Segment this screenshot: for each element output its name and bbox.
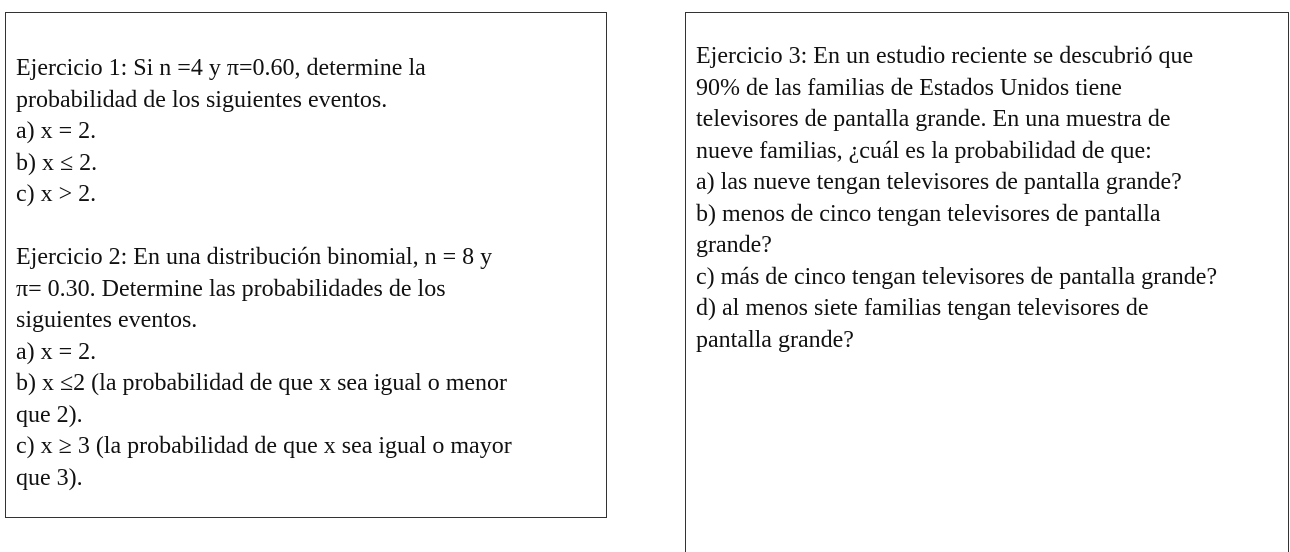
paragraph-gap <box>16 211 596 243</box>
ejercicio-3-item-b-cont: grande? <box>696 232 772 258</box>
ejercicio-1-item-a: a) x = 2. <box>16 118 97 144</box>
ejercicio-3-item-b: b) menos de cinco tengan televisores de pantalla <box>696 200 1161 227</box>
ejercicio-1 <box>16 53 596 211</box>
ejercicio-1-title-line: probabilidad de los siguientes eventos. <box>16 86 388 113</box>
ejercicio-2 <box>16 242 596 494</box>
ejercicio-2-item-b-cont: que 2). <box>16 401 83 428</box>
ejercicio-3-text-line: nueve familias, ¿cuál es la probabilidad de que: <box>696 137 1152 164</box>
ejercicio-3-item-a: a) las nueve tengan televisores de pantalla grande? <box>696 169 1182 195</box>
ejercicio-1-title-line: Ejercicio 1: Si n =4 y π=0.60, determine la <box>16 55 426 81</box>
exercise-box-left <box>5 12 607 518</box>
ejercicio-2-item-c: c) x ≥ 3 (la probabilidad de que x sea igual o mayor <box>16 433 512 459</box>
exercise-box-right <box>685 12 1289 552</box>
ejercicio-3-item-c: c) más de cinco tengan televisores de pantalla grande? <box>696 263 1218 290</box>
ejercicio-2-item-b: b) x ≤2 (la probabilidad de que x sea igual o menor <box>16 370 508 396</box>
ejercicio-3-item-d-cont: pantalla grande? <box>696 326 854 353</box>
ejercicio-3-item-d: d) al menos siete familias tengan televisores de <box>696 295 1149 321</box>
ejercicio-3-text-line: televisores de pantalla grande. En una muestra de <box>696 106 1171 132</box>
ejercicio-2-title-line: siguientes eventos. <box>16 307 198 333</box>
ejercicio-2-item-c-cont: que 3). <box>16 464 83 491</box>
ejercicio-1-item-b: b) x ≤ 2. <box>16 149 98 176</box>
ejercicio-2-item-a: a) x = 2. <box>16 338 97 365</box>
ejercicio-3-text-line: Ejercicio 3: En un estudio reciente se descubrió que <box>696 43 1194 69</box>
ejercicio-2-title-line: Ejercicio 2: En una distribución binomial, n = 8 y <box>16 244 493 270</box>
ejercicio-1-item-c: c) x > 2. <box>16 181 97 207</box>
ejercicio-2-title-line: π= 0.30. Determine las probabilidades de los <box>16 275 446 302</box>
ejercicio-3-text-line: 90% de las familias de Estados Unidos tiene <box>696 74 1122 101</box>
ejercicio-3 <box>696 41 1282 356</box>
